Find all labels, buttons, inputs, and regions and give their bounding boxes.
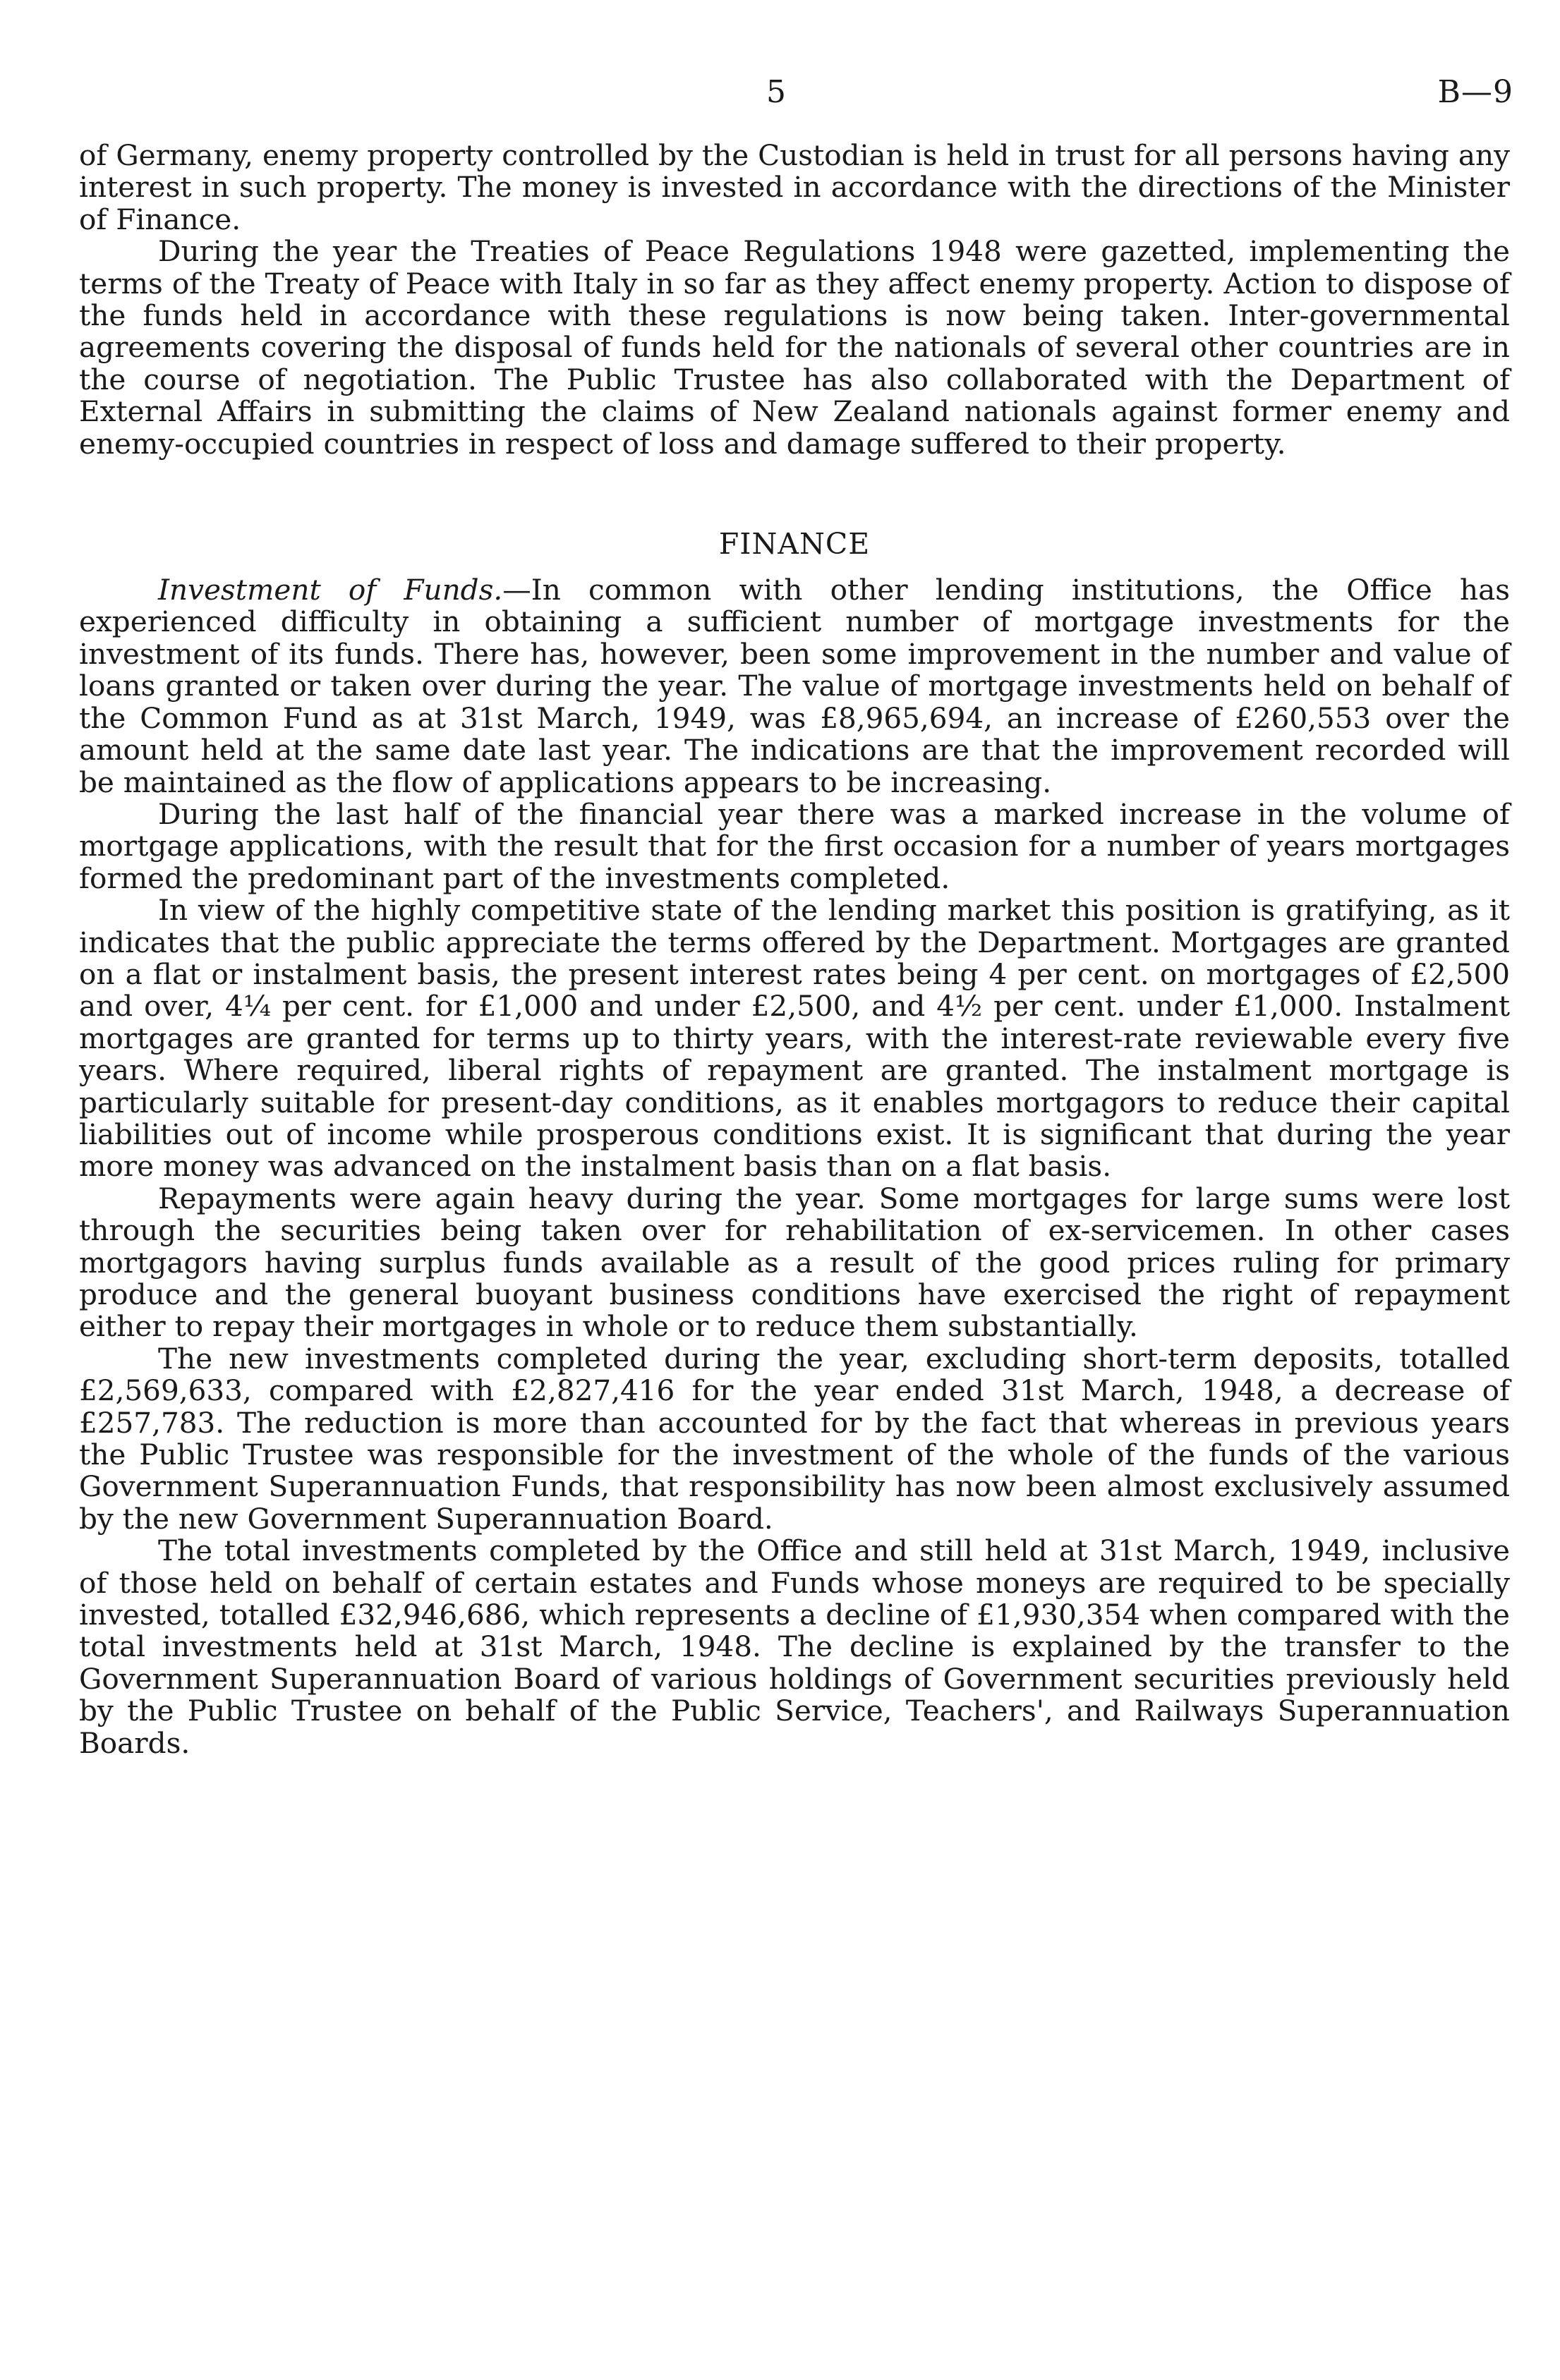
section-heading-finance: FINANCE (718, 527, 871, 561)
paragraph-continued: of Germany, enemy property controlled by the Custodian is held in trust for all persons having any interest in such property. The money is invested in accordance with the directions of the Minister of Finance. (79, 138, 1510, 236)
paragraph-treaties-of-peace: During the year the Treaties of Peace Regulations 1948 were gazetted, implementing the terms of the Treaty of Peace with Italy in so far as they affect enemy property. Action to dispose of the funds held in accordance with these regulations is now being taken. Inter-governmental agreements covering the disposal of funds held for the nationals of several other countries are in the course of negotiation. The Public Trustee has also collaborated with the Department of External Affairs in submitting the claims of New Zealand nationals against former enemy and enemy-occupied countries in respect of loss and damage suffered to their property. (79, 234, 1510, 461)
paragraph-lending-market: In view of the highly competitive state of the lending market this position is gratifying, as it indicates that the public appreciate the terms offered by the Department. Mortgages are granted on a flat or instalment basis, the present interest rates being 4 per cent. on mortgages of £2,500 and over, 4¼ per cent. for £1,000 and under £2,500, and 4½ per cent. under £1,000. Instalment mortgages are granted for terms up to thirty years, with the interest-rate reviewable every five years. Where required, liberal rights of repayment are granted. The instalment mortgage is particularly suitable for present-day conditions, as it enables mortgagors to reduce their capital liabilities out of income while prosperous conditions exist. It is significant that during the year more money was advanced on the instalment basis than on a flat basis. (79, 893, 1510, 1184)
paragraph-new-investments: The new investments completed during the year, excluding short-term deposits, totalled £2,569,633, compared with £2,827,416 for the year ended 31st March, 1948, a decrease of £257,783. The reduction is more than accounted for by the fact that whereas in previous years the Public Trustee was responsible for the investment of the whole of the funds of the various Government Superannuation Funds, that responsibility has now been almost exclusively assumed by the new Government Superannuation Board. (79, 1341, 1510, 1536)
body-text (79, 140, 1510, 1759)
run-in-separator: — (502, 573, 531, 607)
paragraph-repayments: Repayments were again heavy during the year. Some mortgages for large sums were lost through the securities being taken over for rehabilitation of ex-servicemen. In other cases mortgagors having surplus funds available as a result of the good prices ruling for primary produce and the general buoyant business conditions have exercised the right of repayment either to repay their mortgages in whole or to reduce them substantially. (79, 1181, 1510, 1344)
paragraph-investment-of-funds (79, 574, 1510, 799)
paragraph-total-investments: The total investments completed by the Office and still held at 31st March, 1949, inclusive of those held on behalf of certain estates and Funds whose moneys are required to be specially invested, totalled £32,946,686, which represents a decline of £1,930,354 when compared with the total investments held at 31st March, 1948. The decline is explained by the transfer to the Government Superannuation Board of various holdings of Government securities previously held by the Public Trustee on behalf of the Public Service, Teachers', and Railways Superannuation Boards. (79, 1534, 1510, 1760)
page-header (0, 74, 1560, 123)
page-number: 5 (766, 74, 786, 110)
paragraph-mortgage-applications: During the last half of the financial year there was a marked increase in the volume of mortgage applications, with the result that for the first occasion for a number of years mortgages formed the predominant part of the investments completed. (79, 796, 1510, 895)
document-reference: B—9 (1437, 74, 1513, 110)
paragraph-text: In common with other lending institutions, the Office has experienced difficulty in obtaining a sufficient number of mortgage investments for the investment of its funds. There has, however, been some improvement in the number and value of loans granted or taken over during the year. The value of mortgage investments held on behalf of the Common Fund as at 31st March, 1949, was £8,965,694, an increase of £260,553 over the amount held at the same date last year. The indications are that the improvement recorded will be maintained as the flow of applications appears to be increasing. (79, 573, 1510, 799)
run-in-heading: Investment of Funds. (158, 573, 503, 607)
